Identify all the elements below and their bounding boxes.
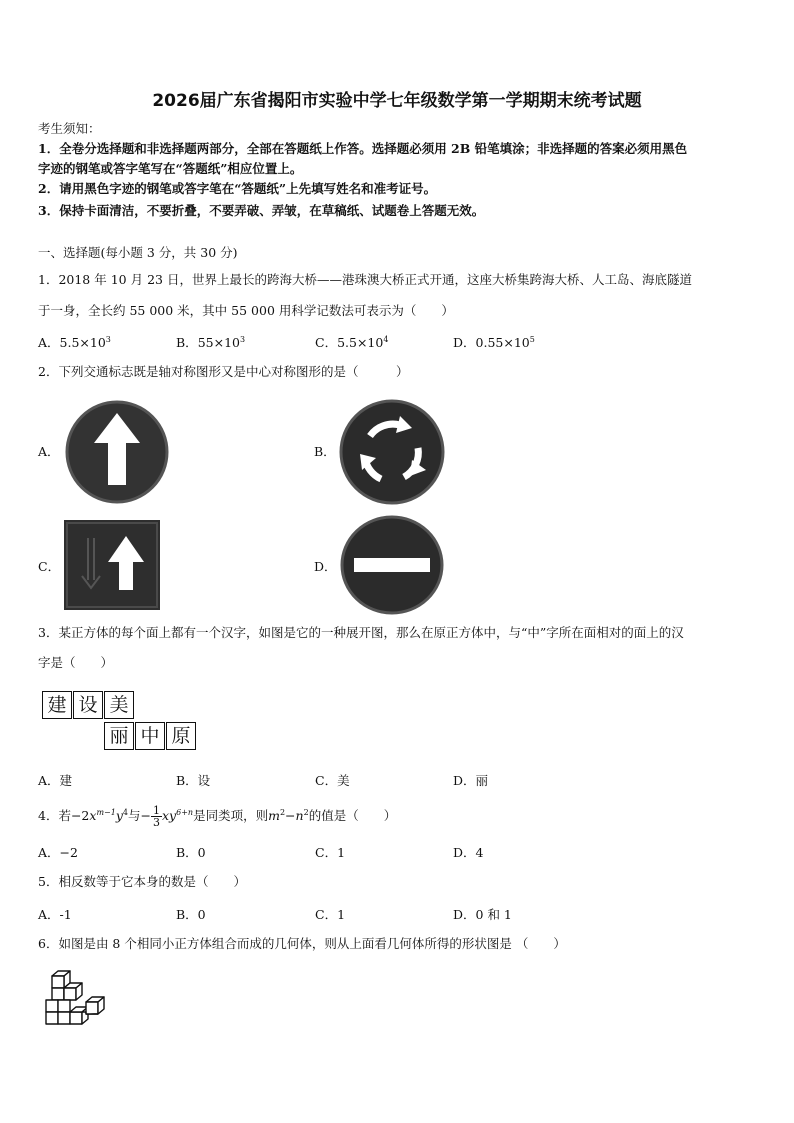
notice-item-1: 1．全卷分选择题和非选择题两部分，全部在答题纸上作答。选择题必须用 2B 铅笔填涂；非选择题的答案必须用黑色	[38, 141, 688, 156]
question-1-option-a: A．$5.5\times 10^3$	[38, 334, 111, 350]
question-5-option-a: A．-1	[38, 907, 72, 922]
net-cell-5: 中	[135, 722, 165, 750]
sign-roundabout-icon	[338, 398, 446, 506]
question-3-option-a: A．建	[38, 773, 73, 788]
question-2-label-d: D．	[314, 559, 337, 574]
question-1-line-1: 1．2018 年 10 月 23 日，世界上最长的跨海大桥——港珠澳大桥正式开通，这座大桥集跨海大桥、人工岛、海底隧道	[38, 272, 692, 287]
cube-net	[42, 691, 202, 753]
question-3-option-d: D．丽	[453, 773, 489, 788]
question-2-text: 2．下列交通标志既是轴对称图形又是中心对称图形的是（ ）	[38, 364, 409, 379]
net-cell-3: 美	[104, 691, 134, 719]
question-4-option-d: D．4	[453, 845, 484, 860]
notice-heading: 考生须知：	[38, 121, 101, 136]
net-cell-6: 原	[166, 722, 196, 750]
question-3-option-b: B．设	[176, 773, 211, 788]
question-6-text: 6．如图是由 8 个相同小正方体组合而成的几何体，则从上面看几何体所得的形状图是 （ ）	[38, 936, 566, 951]
question-2-label-a: A．	[38, 444, 60, 459]
question-1-option-b: B．$55\times 10^3$	[176, 334, 246, 350]
question-1-option-d: D．$0.55\times 10^5$	[453, 334, 535, 350]
question-1-option-c: C．$5.5\times 10^4$	[315, 334, 389, 350]
question-4-option-a: A．−2	[38, 845, 78, 860]
section-heading: 一、选择题(每小题 3 分，共 30 分)	[38, 245, 238, 260]
notice-item-3: 3．保持卡面清洁，不要折叠，不要弄破、弄皱，在草稿纸、试题卷上答题无效。	[38, 203, 485, 218]
question-5-option-c: C．1	[315, 907, 346, 922]
question-4-option-b: B．0	[176, 845, 206, 860]
question-5-text: 5．相反数等于它本身的数是（ ）	[38, 874, 246, 889]
question-1-line-2: 于一身，全长约 55 000 米，其中 55 000 用科学记数法可表示为（ ）	[38, 303, 454, 318]
question-2-label-b: B．	[314, 444, 336, 459]
sign-square-arrow-icon	[64, 520, 160, 610]
sign-no-entry-icon	[340, 515, 444, 615]
net-cell-4: 丽	[104, 722, 134, 750]
question-3-line-1: 3．某正方体的每个面上都有一个汉字，如图是它的一种展开图，那么在原正方体中，与“中”字所在面相对的面上的汉	[38, 625, 684, 640]
question-4-option-c: C．1	[315, 845, 346, 860]
question-4-text: 4．若$-2x^{m-1}y^4$与− $\frac{1}{3}$ $xy^{6+n}$是同类项，则$m^2-n^2$的值是（ ）	[38, 804, 397, 830]
sign-straight-arrow-icon	[64, 399, 170, 505]
net-cell-2: 设	[73, 691, 103, 719]
cube-stack-figure	[42, 968, 112, 1034]
net-cell-1: 建	[42, 691, 72, 719]
page-title: 2026届广东省揭阳市实验中学七年级数学第一学期期末统考试题	[152, 91, 642, 111]
question-5-option-d: D．0 和 1	[453, 907, 512, 922]
notice-item-1-cont: 字迹的钢笔或答字笔写在“答题纸”相应位置上。	[38, 161, 303, 176]
notice-item-2: 2．请用黑色字迹的钢笔或答字笔在“答题纸”上先填写姓名和准考证号。	[38, 181, 437, 196]
question-5-option-b: B．0	[176, 907, 206, 922]
question-3-option-c: C．美	[315, 773, 350, 788]
question-3-line-2: 字是（ ）	[38, 655, 114, 670]
question-2-label-c: C．	[38, 559, 61, 574]
